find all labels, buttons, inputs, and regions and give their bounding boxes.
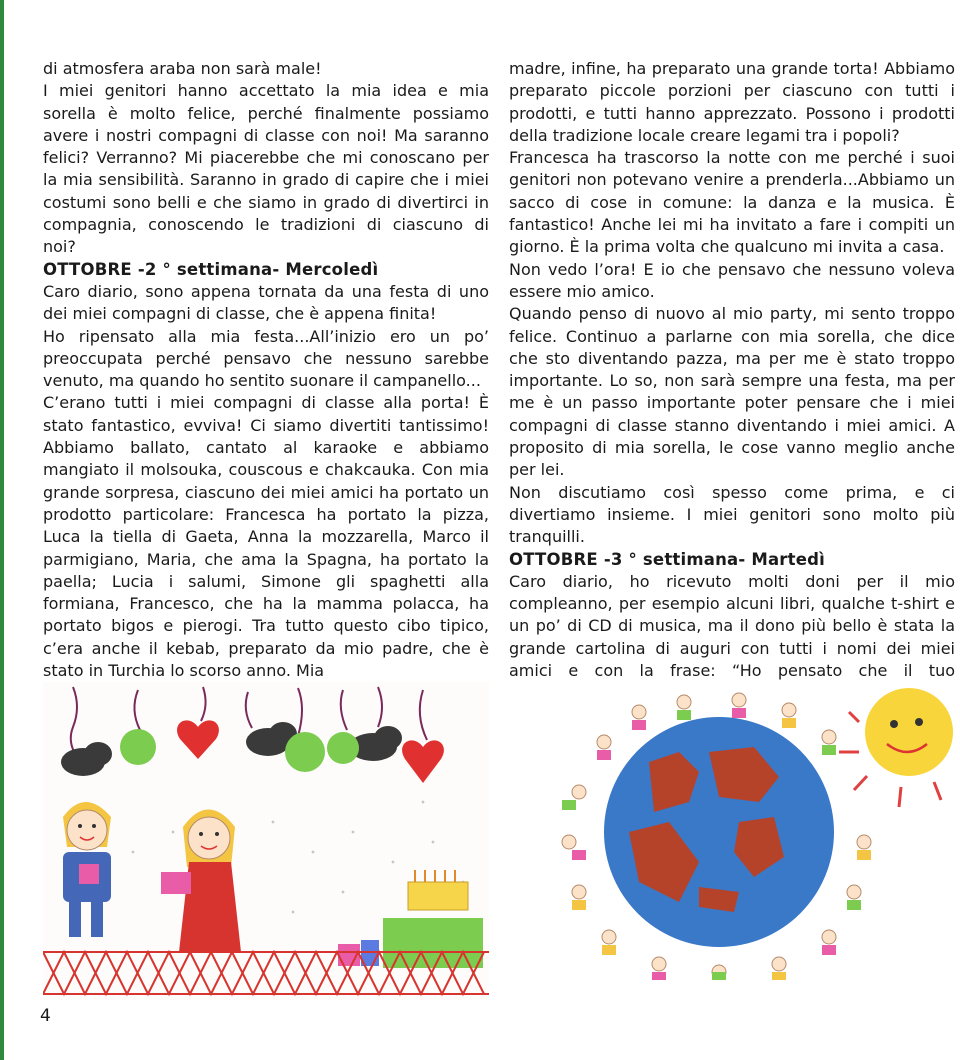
right-text-column: [509, 58, 955, 705]
left-paragraph: Ho ripensato alla mia festa...All’inizio ero un po’ preoccupata perché pensavo che nessuno sarebbe venuto, ma quando ho sentito suonare il campanello...: [43, 326, 489, 391]
right-paragraph: Francesca ha trascorso la notte con me perché i suoi genitori non potevano venire a prenderla...Abbiamo un sacco di cose in comune: la danza e la musica. È fantastico! Anche lei mi ha invitato a fare i compiti un giorno. È la prima volta che qualcuno mi invita a casa.: [509, 148, 955, 257]
globe-drawing: [509, 682, 955, 982]
left-paragraph: C’erano tutti i miei compagni di classe alla porta! È stato fantastico, evviva! Ci siamo divertiti tantissimo! Abbiamo ballato, cantato al karaoke e abbiamo mangiato il molsouka, couscous e chakcauka. Con mia grande sorpresa, ciascuno dei miei amici ha portato un prodotto particolare: Francesca ha portato la pizza, Luca la tiella di Gaeta, Anna la mozzarella, Marco il parmigiano, Maria, che ama la Spagna, ha portato la paella; Lucia i salumi, Simone gli spaghetti alla formiana, Francesco, che ha la mamma polacca, ha portato bigos e pierogi. Tra tutto questo cibo tipico, c’era anche il kebab, preparato da mio padre, che è stato in Turchia lo scorso anno. Mia: [43, 393, 489, 681]
right-paragraph: Non discutiamo così spesso come prima, e ci divertiamo insieme. I miei genitori sono molto più tranquilli.: [509, 482, 955, 547]
diary-heading-mercoledi: OTTOBRE -2 ° settimana- Mercoledì: [43, 259, 379, 279]
diary-heading-martedi: OTTOBRE -3 ° settimana- Martedì: [509, 549, 825, 569]
right-paragraph: Non vedo l’ora! E io che pensavo che nessuno voleva essere mio amico.: [509, 259, 955, 301]
right-paragraph: madre, infine, ha preparato una grande torta! Abbiamo preparato piccole porzioni per ciascuno con tutti i prodotti, e tutti hanno apprezzato. Possono i prodotti della tradizione locale creare legami tra i popoli?: [509, 59, 955, 145]
earth-globe: [604, 717, 834, 947]
right-paragraph: Quando penso di nuovo al mio party, mi sento troppo felice. Continuo a parlarne con mia sorella, che dice che sto diventando pazza, ma per me è stato troppo importante. Lo so, non sarà sempre una festa, ma per me è un passo importante poter pensare che i miei compagni di classe stanno diventando i miei amici. A proposito di mia sorella, le cose vanno meglio anche per lei.: [509, 304, 955, 480]
left-paragraph: Caro diario, sono appena tornata da una festa di uno dei miei compagni di classe, che è appena finita!: [43, 281, 489, 324]
page-edge-bar: [0, 0, 4, 1060]
left-paragraph: di atmosfera araba non sarà male!: [43, 59, 322, 78]
left-text-column: [43, 58, 489, 682]
page-number: 4: [40, 1006, 51, 1026]
right-paragraph: Caro diario, ho ricevuto molti doni per il mio compleanno, per esempio alcuni libri, qualche t-shirt e un po’ di CD di musica, ma il dono più bello è stata la grande cartolina di auguri con tutti i nomi dei miei amici e con la frase: “Ho pensato che il tuo: [509, 571, 955, 681]
party-drawing: [43, 682, 489, 1000]
left-paragraph: I miei genitori hanno accettato la mia idea e mia sorella è molto felice, perché finalmente possiamo avere i nostri compagni di classe con noi! Ma saranno felici? Verranno? Mi piacerebbe che mi conoscano per la mia sensibilità. Saranno in grado di capire che i miei costumi sono belli e che siamo in grado di divertirci in compagnia, conoscendo le tradizioni di ciascuno di noi?: [43, 81, 489, 257]
